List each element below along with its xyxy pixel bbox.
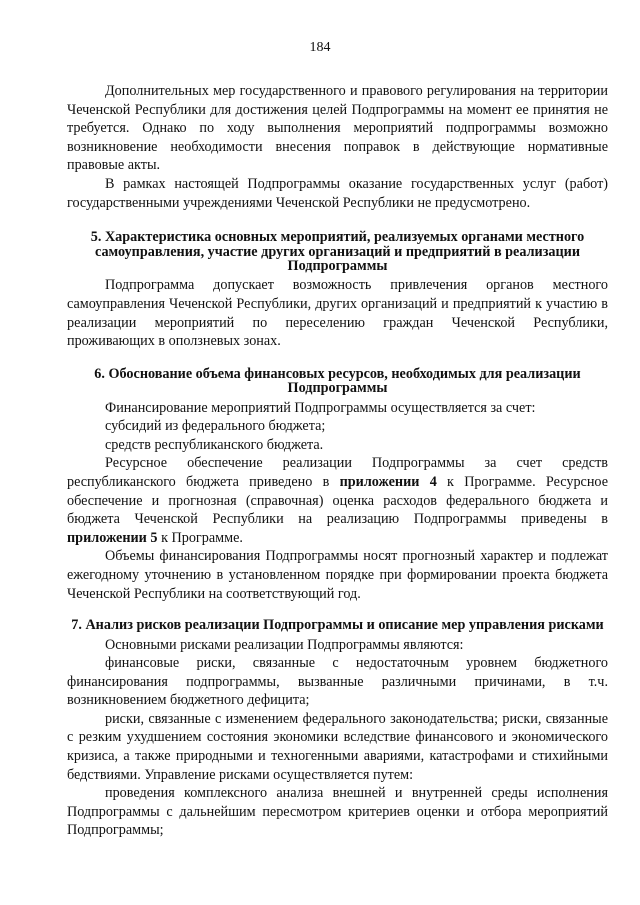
appendix-4-reference: приложении 4 — [339, 473, 437, 490]
section-7-paragraph-1: Основными рисками реализации Подпрограммы являются: — [105, 636, 464, 653]
section-7-paragraph-2: финансовые риски, связанные с недостаточным уровнем бюджетного финансирования подпрограммы, вызванные различными причинами, в т.ч. возникновением бюджетного дефицита; — [67, 655, 608, 709]
page-number: 184 — [309, 40, 331, 55]
section-7-paragraph-4: проведения комплексного анализа внешней и внутренней среды исполнения Подпрограммы с дальнейшим пересмотром критериев оценки и отбора мероприятий Подпрограммы; — [67, 785, 608, 839]
section-6-p4-text-b: к Программе. Ресурсное обеспечение и прогнозная (справочная) оценка расходов федерального бюджета и бюджета Чеченской Республики на реализацию Подпрограммы приведены в — [67, 473, 608, 528]
section-6-heading: 6. Обоснование объема финансовых ресурсов, необходимых для реализации Подпрограммы — [94, 365, 581, 397]
section-6-p4-text-a: Ресурсное обеспечение реализации Подпрограммы за счет средств республиканского бюджета приведено в — [67, 455, 608, 490]
section-6-paragraph-4 — [67, 454, 608, 547]
section-6-paragraph-1: Финансирование мероприятий Подпрограммы осуществляется за счет: — [105, 399, 536, 416]
intro-paragraph-1: Дополнительных мер государственного и правового регулирования на территории Чеченской Республики для достижения целей Подпрограммы на момент ее принятия не требуется. Однако по ходу выполнения мероприятий подпрограммы возможно возникновение необходимости внесения поправок в действующие нормативные правовые акты. — [67, 83, 608, 174]
section-5-paragraph-1: Подпрограмма допускает возможность привлечения органов местного самоуправления Чеченской Республики, других организаций и предприятий к участию в реализации мероприятий по переселению граждан Чеченской Республики, проживающих в оползневых зонах. — [67, 277, 608, 350]
section-5-heading: 5. Характеристика основных мероприятий, реализуемых органами местного самоуправления, участие других организаций и предприятий в реализации Подпрограммы — [90, 229, 585, 274]
section-6-paragraph-5: Объемы финансирования Подпрограммы носят прогнозный характер и подлежат ежегодному уточнению в установленном порядке при формировании проекта бюджета Чеченской Республики на соответствующий год. — [67, 548, 608, 602]
section-6-paragraph-3: средств республиканского бюджета. — [105, 436, 324, 453]
document-body — [67, 82, 608, 840]
appendix-5-reference: приложении 5 — [67, 529, 158, 546]
section-7-heading: 7. Анализ рисков реализации Подпрограммы и описание мер управления рисками — [71, 617, 604, 634]
section-6-paragraph-2: субсидий из федерального бюджета; — [105, 418, 326, 435]
section-6-p4-text-c: к Программе. — [157, 529, 243, 546]
section-7-paragraph-3: риски, связанные с изменением федерального законодательства; риски, связанные с резким ухудшением состояния экономики вследствие финансового и экономического кризиса, а также природными и техногенными авариями, катастрофами и стихийными бедствиями. Управление рисками осуществляется путем: — [67, 710, 608, 783]
intro-paragraph-2: В рамках настоящей Подпрограммы оказание государственных услуг (работ) государственными учреждениями Чеченской Республики не предусмотрено. — [67, 175, 608, 211]
